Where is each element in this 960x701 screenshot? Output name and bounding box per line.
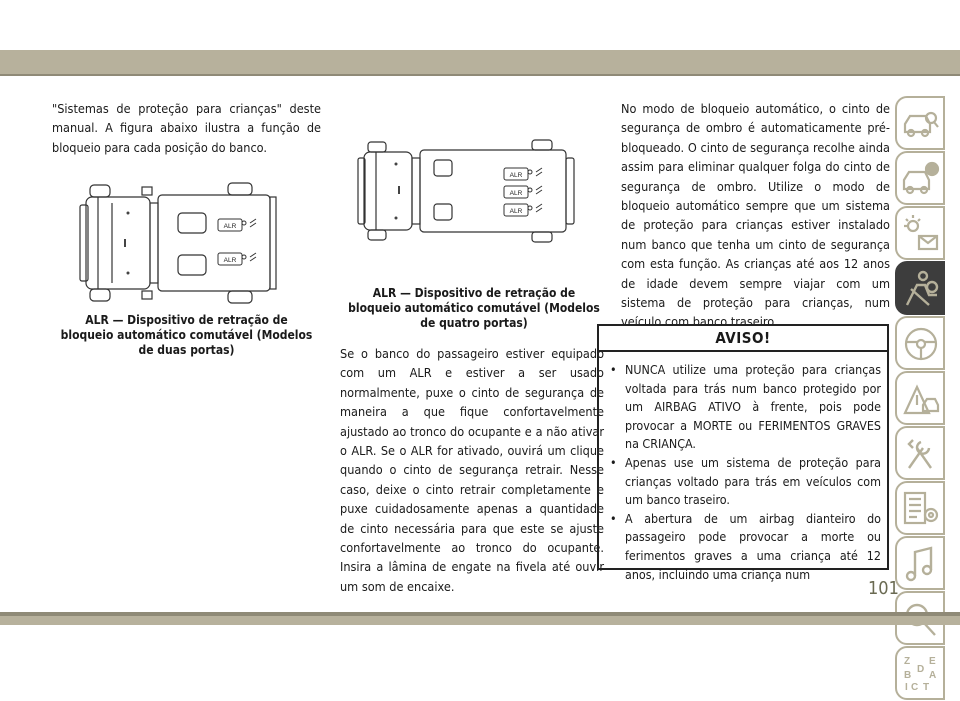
seatbelt-airbag-icon [901,267,941,311]
checklist-gear-icon [901,487,941,531]
index-letter: B [904,670,912,681]
index-letter: Z [904,656,911,667]
caption-line: bloqueio automático comutável (Modelos [60,328,313,342]
car-info-icon [901,157,941,201]
page-number: 101 [868,578,899,599]
tab-specifications[interactable] [895,481,945,535]
figure-two-door [78,183,324,303]
footer-band [0,616,960,625]
header-band-line [0,74,960,76]
warning-list [608,361,881,584]
tab-car-inspection[interactable] [895,96,945,150]
music-note-icon [901,542,941,586]
chapter-tabs [895,96,945,701]
tab-multimedia[interactable] [895,536,945,590]
figure1-caption [52,313,321,358]
tools-icon [901,432,941,476]
warning-title: AVISO! [599,326,887,352]
index-letter: A [929,670,937,681]
caption-line: ALR — Dispositivo de retração de [85,313,288,327]
figure-four-door [356,140,586,242]
index-letters-icon [901,652,941,696]
header-band [0,50,960,74]
column-1 [52,99,321,157]
column-2 [340,344,604,596]
warning-triangle-car-icon [901,377,941,421]
index-letter: C [911,682,919,693]
warning-item: • NUNCA utilize uma proteção para crianças voltada para trás num banco protegido por um AIRBAG ATIVO à frente, pois pode provocar a MORTE ou FERIMENTOS GRAVES na CRIANÇA. [608,361,881,454]
fig2-seat-label: ALR [509,208,523,215]
fig1-seat-label: ALR [223,223,237,230]
col1-paragraph: "Sistemas de proteção para crianças" deste manual. A figura abaixo ilustra a função de bloqueio para cada posição do banco. [52,101,321,155]
index-letter: D [917,664,925,675]
fig2-seat-label: ALR [509,190,523,197]
tab-driving[interactable] [895,316,945,370]
tab-car-info[interactable] [895,151,945,205]
tab-safety[interactable] [895,261,945,315]
figure2-caption [344,286,604,331]
caption-line: de quatro portas) [420,316,528,330]
fig2-seat-label: ALR [509,172,523,179]
column-3 [621,99,890,332]
col2-paragraph: Se o banco do passageiro estiver equipado com um ALR e estiver a ser usado normalmente, puxe o cinto de segurança de maneira a que fique confortavelmente ajustado ao tronco do ocupante e a não ativar o ALR. Se o ALR for ativado, ouvirá um clique quando o cinto de segurança retrair. Nesse caso, deixe o cinto retrair completamente e puxe cuidadosamente apenas a quantidade de cinto necessária para que este se ajuste confortavelmente ao tronco do ocupante. Insira a lâmina de engate na fivela até ouvir um som de encaixe. [340,346,604,594]
col3-paragraph: No modo de bloqueio automático, o cinto de segurança de ombro é automaticamente pré-bloqueado. O cinto de segurança recolhe ainda assim para eliminar qualquer folga do cinto de segurança de ombro. Utilize o modo de bloqueio automático sempre que um sistema de proteção para crianças estiver instalado num banco que tenha um cinto de segurança com esta função. As crianças até aos 12 anos de idade devem sempre viajar com um sistema de proteção para crianças, num veículo com banco traseiro. [621,101,890,330]
lights-message-icon [901,212,941,256]
caption-line: bloqueio automático comutável (Modelos [348,301,600,315]
fig1-seat-label: ALR [223,257,237,264]
tab-emergency[interactable] [895,371,945,425]
tab-servicing[interactable] [895,426,945,480]
caption-line: de duas portas) [138,343,235,357]
tab-lights-messages[interactable] [895,206,945,260]
warning-box [597,324,889,582]
index-letter: T [923,682,930,693]
steering-wheel-icon [901,322,941,366]
index-letter: E [929,656,936,667]
car-magnifier-icon [901,102,941,146]
warning-item: • Apenas use um sistema de proteção para crianças voltado para trás em veículos com um banco traseiro. [608,454,881,510]
index-letter: I [905,682,908,693]
caption-line: ALR — Dispositivo de retração de [372,286,576,300]
warning-item: • A abertura de um airbag dianteiro do passageiro pode provocar a morte ou ferimentos graves a uma criança até 12 anos, incluindo uma criança num [608,510,881,584]
tab-index[interactable] [895,646,945,700]
